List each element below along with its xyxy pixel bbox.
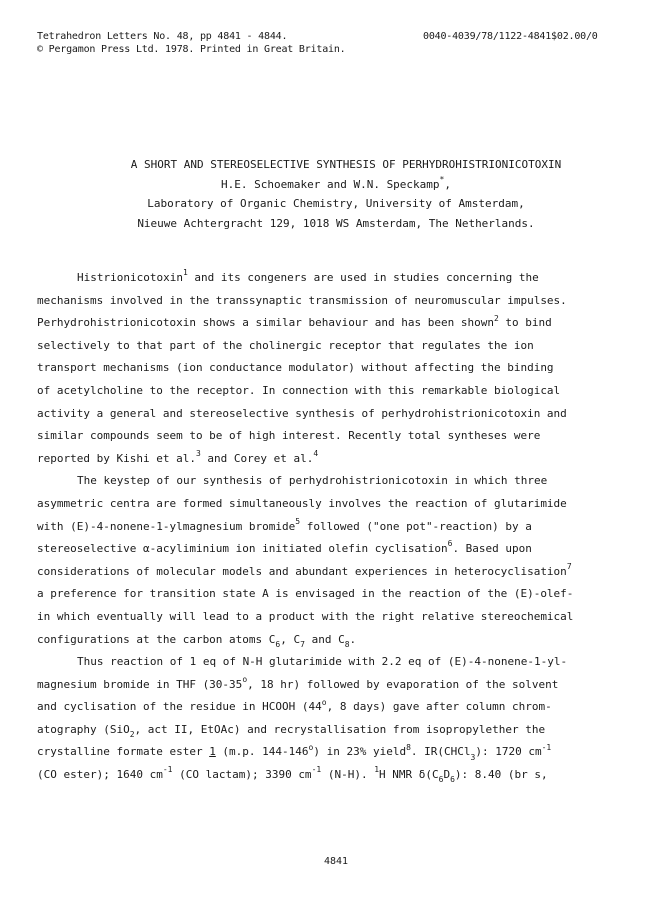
body-line: selectively to that part of the cholinergic receptor that regulates the ion — [37, 338, 534, 352]
body-line: with (E)-4-nonene-1-ylmagnesium bromide$^5$ followed ("one pot"-reaction) by a — [37, 516, 532, 533]
article-body — [37, 267, 637, 787]
authors: H.E. Schoemaker and W.N. Speckamp — [221, 177, 440, 191]
body-line: transport mechanisms (ion conductance modulator) without affecting the binding — [37, 361, 554, 375]
body-line: crystalline formate ester 1 (m.p. 144-146$^o$) in 23% yield$^8$. IR(CHCl$_3$): 1720 $cm^{-1}$ — [37, 742, 552, 762]
body-line: Perhydrohistrionicotoxin shows a similar behaviour and has been shown$^2$ to bind — [37, 313, 552, 330]
affiliation-line-1: Laboratory of Organic Chemistry, University of Amsterdam, — [147, 197, 525, 210]
body-line: atography (SiO$_2$, act II, EtOAc) and recrystallisation from isopropylether the — [37, 722, 546, 740]
body-line: and cyclisation of the residue in HCOOH (44$^o$, 8 days) gave after column chrom- — [37, 697, 552, 714]
author-line: H.E. Schoemaker and W.N. Speckamp*, — [221, 174, 451, 191]
body-line: in which eventually will lead to a product with the right relative stereochemical — [37, 609, 574, 623]
journal-header — [37, 30, 346, 56]
body-line: of acetylcholine to the receptor. In connection with this remarkable biological — [37, 383, 561, 397]
body-line: reported by Kishi et al.$^3$ and Corey et al.$^4$ — [37, 449, 319, 465]
footnote-ref: 5 — [295, 516, 301, 526]
body-line: considerations of molecular models and abundant experiences in heterocyclisation$^7$ — [37, 562, 572, 578]
title-block — [0, 155, 672, 233]
footnote-ref: 1 — [182, 268, 188, 278]
footnote-ref: 6 — [447, 539, 453, 549]
compound-number: 1 — [209, 745, 216, 759]
journal-citation: Tetrahedron Letters No. 48, pp 4841 - 4844. — [37, 31, 288, 42]
footnote-ref: 4 — [313, 449, 319, 459]
footnote-ref: 3 — [195, 449, 201, 459]
body-line: a preference for transition state A is envisaged in the reaction of the (E)-olef- — [37, 587, 574, 601]
body-line: configurations at the carbon atoms $C_6$, $C_7$ and $C_8$. — [37, 632, 357, 649]
body-line: asymmetric centra are formed simultaneously involves the reaction of glutarimide — [37, 496, 567, 510]
article-title: A SHORT AND STEREOSELECTIVE SYNTHESIS OF PERHYDROHISTRIONICOTOXIN — [130, 158, 562, 171]
affiliation-line-2: Nieuwe Achtergracht 129, 1018 WS Amsterdam, The Netherlands. — [137, 216, 535, 230]
body-line: magnesium bromide in THF (30-35$^o$, 18 hr) followed by evaporation of the solvent — [37, 675, 559, 691]
page-number: 4841 — [323, 856, 349, 867]
footnote-ref: 2 — [493, 313, 499, 323]
body-line: similar compounds seem to be of high interest. Recently total syntheses were — [37, 429, 541, 443]
footnote-ref: 7 — [566, 562, 572, 572]
corresponding-author-mark: * — [439, 174, 445, 184]
body-line: stereoselective α-acyliminium ion initiated olefin cyclisation$^6$. Based upon — [37, 539, 532, 556]
body-line: mechanisms involved in the transsynaptic transmission of neuromuscular impulses. — [37, 293, 567, 307]
body-line: (CO ester); 1640 $cm^{-1}$ (CO lactam); 3390 $cm^{-1}$ (N-H). $^1$H NMR $\delta(C_6D_6)$: 8.40 (br s, — [37, 765, 548, 785]
publisher-line: © Pergamon Press Ltd. 1978. Printed in Great Britain. — [37, 44, 346, 55]
body-line: The keystep of our synthesis of perhydrohistrionicotoxin in which three — [77, 474, 548, 488]
article-code: 0040-4039/78/1122-4841$02.00/0 — [423, 31, 598, 42]
body-line: Histrionicotoxin$^1$ and its congeners are used in studies concerning the — [77, 268, 539, 284]
body-line: activity a general and stereoselective synthesis of perhydrohistrionicotoxin and — [37, 406, 567, 420]
footnote-ref: 8 — [406, 742, 411, 752]
body-line: Thus reaction of 1 eq of N-H glutarimide with 2.2 eq of (E)-4-nonene-1-yl- — [77, 655, 568, 669]
